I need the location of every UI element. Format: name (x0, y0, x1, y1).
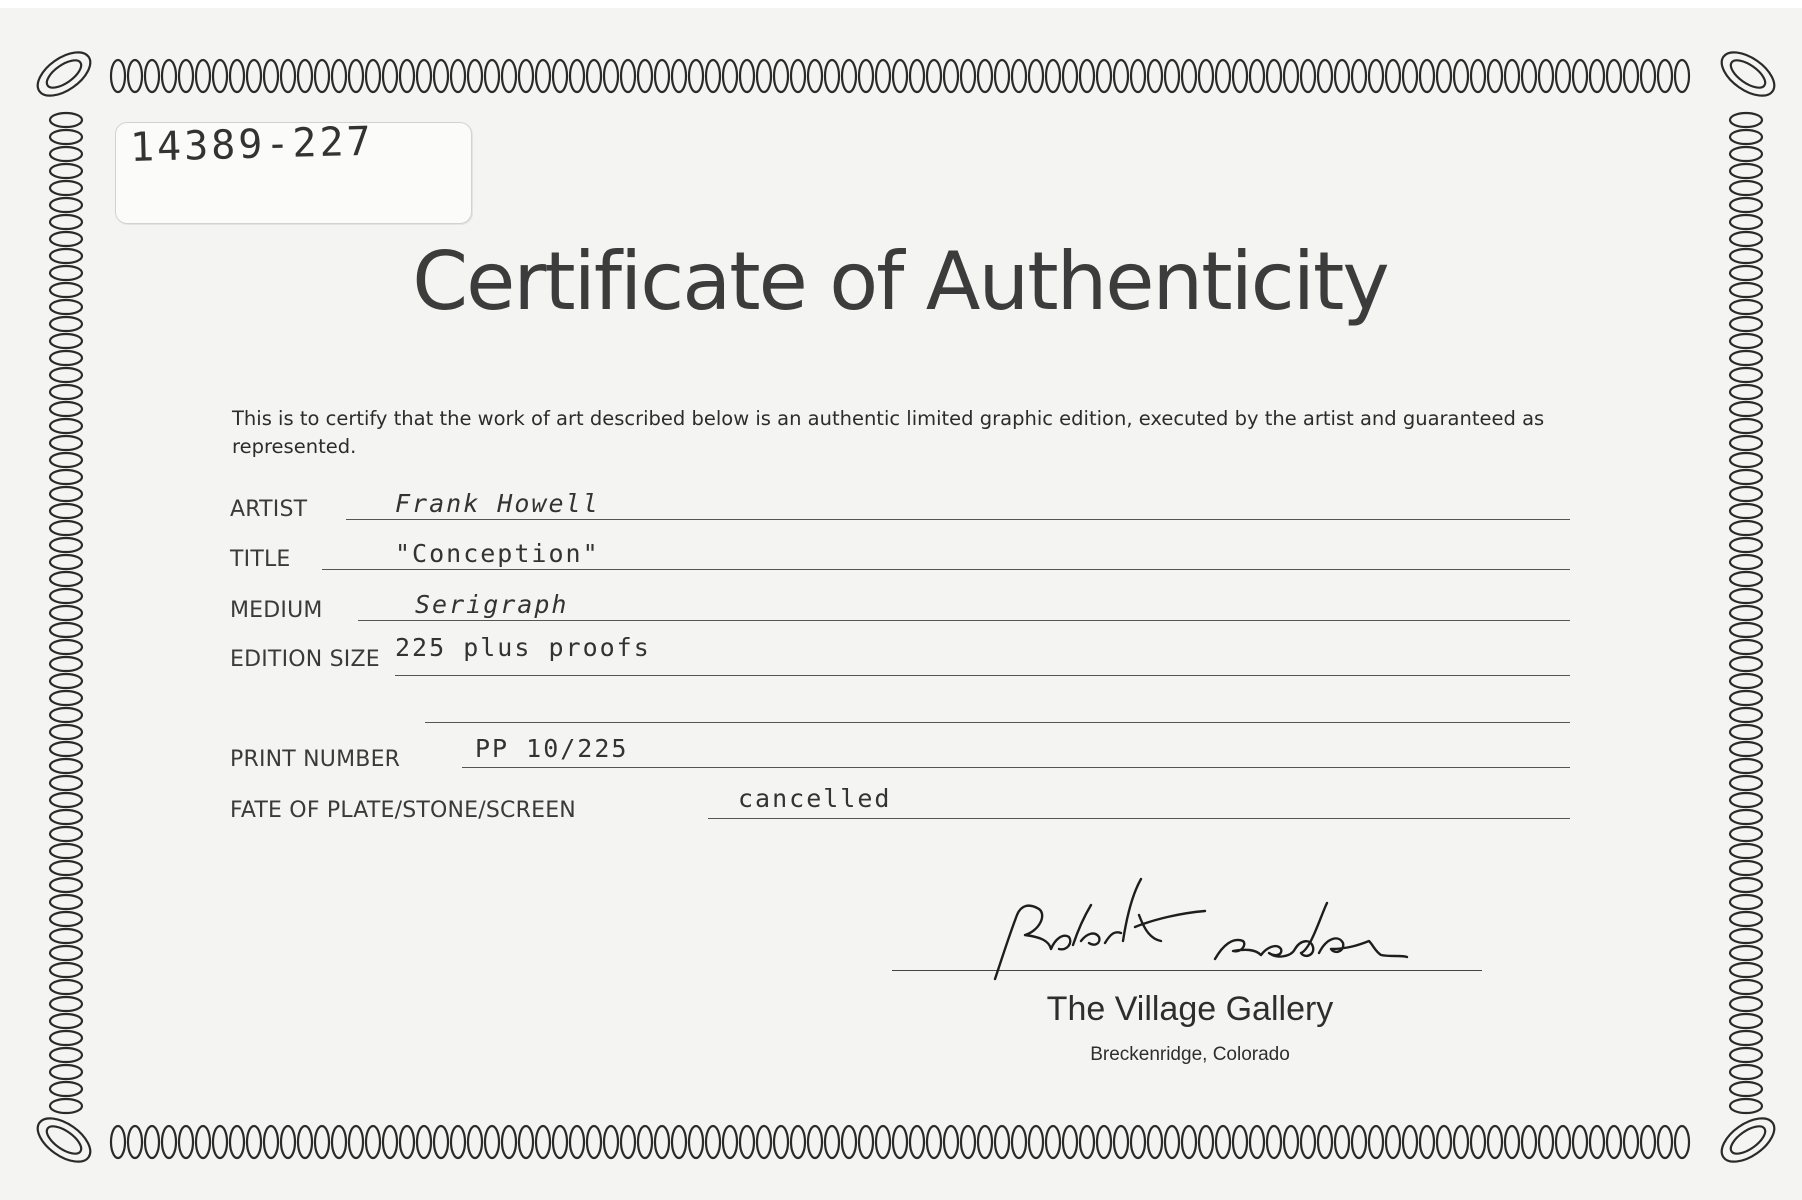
gallery-location: Breckenridge, Colorado (1090, 1044, 1290, 1065)
artist-row (230, 482, 1570, 522)
fate-row (230, 783, 1570, 823)
artist-label: ARTIST (230, 497, 308, 522)
print-number-label: PRINT NUMBER (230, 747, 401, 772)
artist-line (346, 519, 1570, 520)
certificate-title: Certificate of Authenticity (412, 235, 1388, 328)
medium-row (230, 583, 1570, 623)
title-value: "Conception" (395, 539, 600, 568)
edition-size-row (230, 632, 1570, 672)
edition-size-label: EDITION SIZE (230, 647, 380, 672)
edition-size-value: 225 plus proofs (395, 633, 651, 662)
print-number-row (230, 732, 1570, 772)
print-number-line (462, 767, 1570, 768)
reference-number: 14389-227 (129, 118, 375, 171)
title-line (322, 569, 1570, 570)
title-label: TITLE (230, 547, 291, 572)
certificate-intro: This is to certify that the work of art described below is an authentic limited graphic edition, executed by the artist and guaranteed as represented. (232, 407, 1545, 458)
fate-label: FATE OF PLATE/STONE/SCREEN (230, 798, 576, 823)
blank-line (425, 722, 1570, 723)
title-row (230, 532, 1570, 572)
fate-value: cancelled (738, 784, 892, 813)
print-number-value: PP 10/225 (475, 734, 629, 763)
gallery-name: The Village Gallery (1046, 990, 1334, 1028)
edition-size-line (395, 675, 1570, 676)
medium-line (358, 620, 1570, 621)
medium-label: MEDIUM (230, 598, 323, 623)
medium-value: Serigraph (415, 590, 569, 619)
artist-value: Frank Howell (395, 489, 600, 518)
handwritten-signature (955, 875, 1495, 985)
fate-line (708, 818, 1570, 819)
